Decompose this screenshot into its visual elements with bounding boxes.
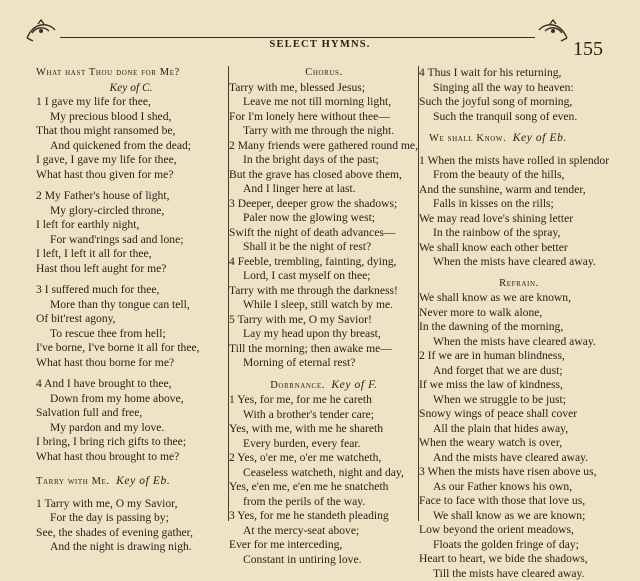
verse-line: 1 Yes, for me, for me he careth — [229, 393, 419, 408]
verse-line: As our Father knows his own, — [419, 480, 619, 495]
verse-line: 3 Deeper, deeper grow the shadows; — [229, 197, 419, 212]
verse-line: In the rainbow of the spray, — [419, 226, 619, 241]
verse-line: My pardon and my love. — [36, 421, 226, 436]
verse-line: Floats the golden fringe of day; — [419, 538, 619, 553]
hymn-verses — [36, 95, 226, 464]
verse-line: More than thy tongue can tell, — [36, 298, 226, 313]
verse-line: Low beyond the orient meadows, — [419, 523, 619, 538]
verse-line: And quickened from the dead; — [36, 139, 226, 154]
refrain-lines — [419, 291, 619, 349]
verse-line: Morning of eternal rest? — [229, 356, 419, 371]
verse-line: 5 Tarry with me, O my Savior! — [229, 313, 419, 328]
verse-line: Never more to walk alone, — [419, 306, 619, 321]
verse-line: Such the tranquil song of even. — [419, 110, 619, 125]
verse-line: But the grave has closed above them, — [229, 168, 419, 183]
verse-line: Leave me not till morning light, — [229, 95, 419, 110]
hymn-title: Dorrnance. Key of F. — [229, 378, 419, 394]
hymn-verses — [229, 139, 419, 371]
verse-line: 4 Thus I wait for his returning, — [419, 66, 619, 81]
column-1 — [36, 66, 226, 555]
verse-line: 2 Many friends were gathered round me, — [229, 139, 419, 154]
verse-line: 2 My Father's house of light, — [36, 189, 226, 204]
verse-line: Tarry with me, blessed Jesus; — [229, 81, 419, 96]
verse-line: I left for earthly night, — [36, 218, 226, 233]
verse-line: What hast thou borne for me? — [36, 356, 226, 371]
verse-line: When the weary watch is over, — [419, 436, 619, 451]
verse-line: Face to face with those that love us, — [419, 494, 619, 509]
verse-line: Every burden, every fear. — [229, 437, 419, 452]
verse-line: We shall know each other better — [419, 241, 619, 256]
verse-line: My glory-circled throne, — [36, 204, 226, 219]
verse-line: I've borne, I've borne it all for thee, — [36, 341, 226, 356]
verse-line: When the mists have cleared away. — [419, 255, 619, 270]
verse-line: See, the shades of evening gather, — [36, 526, 226, 541]
verse-line: And I linger here at last. — [229, 182, 419, 197]
verse-line: from the perils of the way. — [229, 495, 419, 510]
verse-line: All the plain that hides away, — [419, 422, 619, 437]
verse-line: For the day is passing by; — [36, 511, 226, 526]
verse-line: For wand'rings sad and lone; — [36, 233, 226, 248]
verse-line: Down from my home above, — [36, 392, 226, 407]
verse-line: With a brother's tender care; — [229, 408, 419, 423]
verse-line: I bring, I bring rich gifts to thee; — [36, 435, 226, 450]
verse-line: From the beauty of the hills, — [419, 168, 619, 183]
hymn-title: What hast Thou done for Me? — [36, 66, 226, 81]
verse-line: 2 If we are in human blindness, — [419, 349, 619, 364]
verse-line: Swift the night of death advances— — [229, 226, 419, 241]
verse-line: Tarry with me through the darkness! — [229, 284, 419, 299]
verse-line: Snowy wings of peace shall cover — [419, 407, 619, 422]
verse-line: Singing all the way to heaven: — [419, 81, 619, 96]
header-rule — [60, 37, 535, 38]
hymn-title: Tarry with Me. Key of Eb. — [36, 474, 226, 490]
verse-line: That thou might ransomed be, — [36, 124, 226, 139]
verse-line: And forget that we are dust; — [419, 364, 619, 379]
verse-line: Yes, e'en me, e'en me he snatcheth — [229, 480, 419, 495]
verse-line: I left, I left it all for thee, — [36, 247, 226, 262]
verse-line: 1 I gave my life for thee, — [36, 95, 226, 110]
verse-line: 2 Yes, o'er me, o'er me watcheth, — [229, 451, 419, 466]
chorus-title: Chorus. — [229, 66, 419, 81]
verse-line: Of bit'rest agony, — [36, 312, 226, 327]
refrain-title: Refrain. — [419, 277, 619, 292]
verse-line: Ceaseless watcheth, night and day, — [229, 466, 419, 481]
hymn-verses — [229, 393, 419, 567]
hymn-verses — [419, 349, 619, 465]
verse-line: Till the mists have cleared away. — [419, 567, 619, 581]
verse-line: We shall know as we are known; — [419, 509, 619, 524]
verse-line: Yes, with me, with me he shareth — [229, 422, 419, 437]
verse-line: Constant in untiring love. — [229, 553, 419, 568]
verse-line: And the sunshine, warm and tender, — [419, 183, 619, 198]
verse-line: 3 When the mists have risen above us, — [419, 465, 619, 480]
verse-line: When the mists have cleared away. — [419, 335, 619, 350]
verse-line: 4 Feeble, trembling, fainting, dying, — [229, 255, 419, 270]
hymn-verses — [36, 497, 226, 555]
column-2 — [229, 66, 419, 567]
hymn-title: We shall Know. Key of Eb. — [419, 131, 619, 147]
verse-line: Hast thou left aught for me? — [36, 262, 226, 277]
verse-line: Lay my head upon thy breast, — [229, 327, 419, 342]
verse-line: What hast thou brought to me? — [36, 450, 226, 465]
column-3 — [419, 66, 619, 581]
verse-line: Heart to heart, we bide the shadows, — [419, 552, 619, 567]
verse-line: And the night is drawing nigh. — [36, 540, 226, 555]
verse-line: 3 I suffered much for thee, — [36, 283, 226, 298]
page-number: 155 — [573, 38, 603, 61]
verse-line: We may read love's shining letter — [419, 212, 619, 227]
running-header: SELECT HYMNS. — [0, 39, 640, 50]
verse-line: Ever for me interceding, — [229, 538, 419, 553]
verse-line: Paler now the glowing west; — [229, 211, 419, 226]
verse-line: In the bright days of the past; — [229, 153, 419, 168]
hymn-key: Key of C. — [36, 81, 226, 96]
verse-line: At the mercy-seat above; — [229, 524, 419, 539]
hymn-verses — [419, 465, 619, 581]
verse-line: Shall it be the night of rest? — [229, 240, 419, 255]
verse-line: To rescue thee from hell; — [36, 327, 226, 342]
verse-line: 3 Yes, for me he standeth pleading — [229, 509, 419, 524]
verse-line: 1 Tarry with me, O my Savior, — [36, 497, 226, 512]
hymn-verses — [419, 154, 619, 270]
chorus-lines — [229, 81, 419, 139]
verse-line: In the dawning of the morning, — [419, 320, 619, 335]
verse-line: 4 And I have brought to thee, — [36, 377, 226, 392]
verse-line: 1 When the mists have rolled in splendor — [419, 154, 619, 169]
verse-line: If we miss the law of kindness, — [419, 378, 619, 393]
verse-line: What hast thou given for me? — [36, 168, 226, 183]
hymn-verses — [419, 66, 619, 124]
verse-line: Tarry with me through the night. — [229, 124, 419, 139]
verse-line: We shall know as we are known, — [419, 291, 619, 306]
verse-line: And the mists have cleared away. — [419, 451, 619, 466]
verse-line: Salvation full and free, — [36, 406, 226, 421]
verse-line: Falls in kisses on the rills; — [419, 197, 619, 212]
verse-line: My precious blood I shed, — [36, 110, 226, 125]
verse-line: Such the joyful song of morning, — [419, 95, 619, 110]
verse-line: While I sleep, still watch by me. — [229, 298, 419, 313]
verse-line: For I'm lonely here without thee— — [229, 110, 419, 125]
verse-line: Lord, I cast myself on thee; — [229, 269, 419, 284]
verse-line: I gave, I gave my life for thee, — [36, 153, 226, 168]
verse-line: When we struggle to be just; — [419, 393, 619, 408]
verse-line: Till the morning; then awake me— — [229, 342, 419, 357]
